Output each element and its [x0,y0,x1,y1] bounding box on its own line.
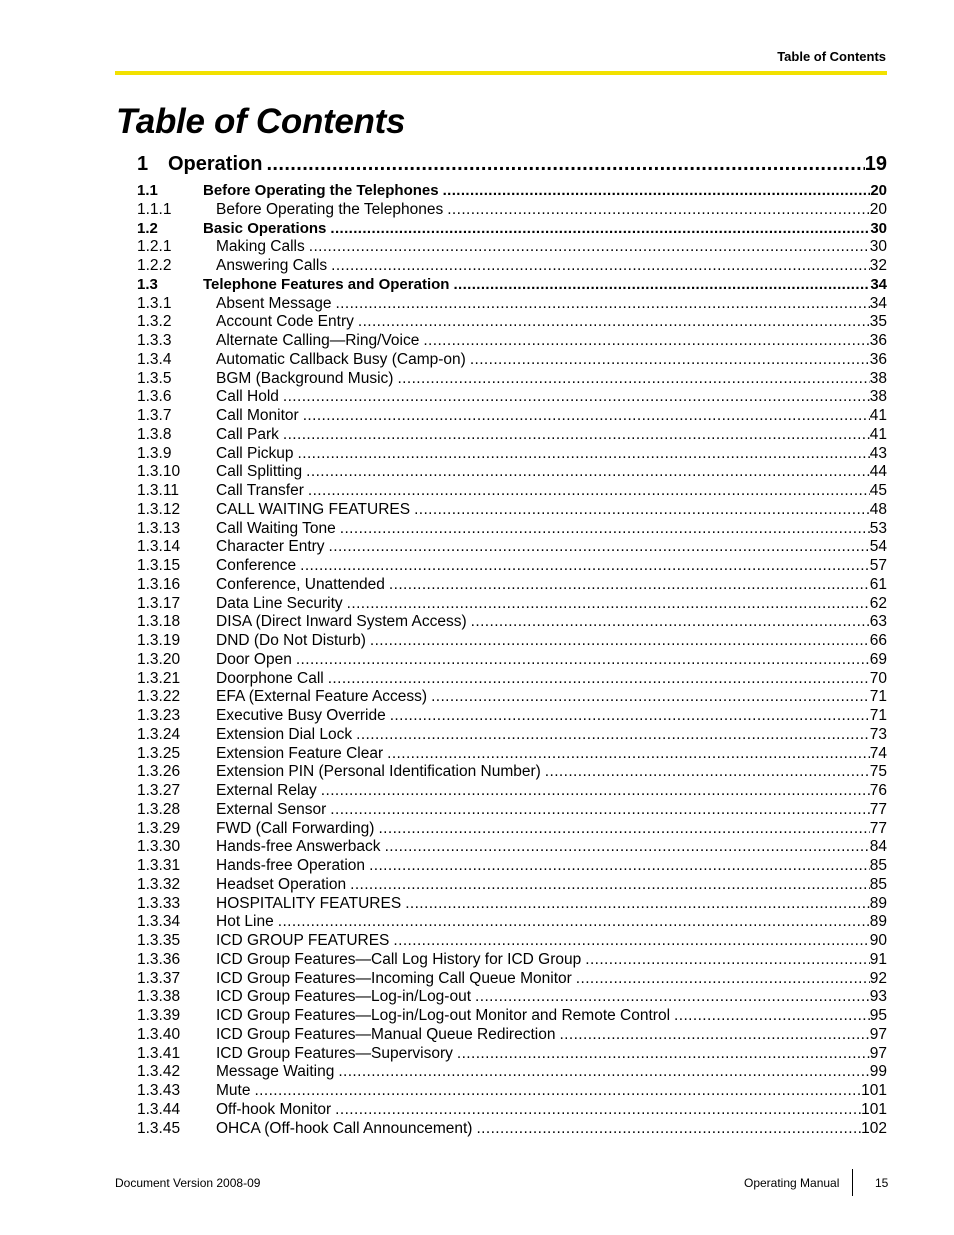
toc-entry-number: 1.3.3 [137,332,172,349]
dot-leader [327,257,870,276]
toc-entry-page: 34 [870,275,887,293]
toc-entry-title: DISA (Direct Inward System Access) [216,613,467,631]
toc-entry-number: 1.3.45 [137,1119,181,1137]
toc-entry-page: 99 [869,1063,887,1081]
toc-entry-page: 19 [864,153,887,175]
toc-entry-page: 69 [869,650,887,668]
toc-entry-title: Telephone Features and Operation [203,275,450,293]
toc-entry-number: 1.3.17 [137,594,181,612]
toc-entry-number: 1.1.1 [137,200,172,218]
dot-leader [326,220,870,239]
toc-entry-number: 1.3.28 [137,800,181,818]
dot-leader [389,932,869,951]
dot-leader [466,351,870,370]
toc-entry-number: 1.3.7 [137,407,172,424]
toc-entry-number: 1.3.10 [137,463,181,481]
page-title: Table of Contents [116,102,406,141]
toc-entry-number: 1.2.1 [137,238,172,256]
toc-entry-page: 90 [869,932,887,949]
toc-entry-title: OHCA (Off-hook Call Announcement) [216,1119,473,1137]
toc-entry-number: 1.3.32 [137,875,181,893]
toc-entry-page: 77 [869,819,887,837]
toc-entry-number: 1.3.39 [137,1007,181,1024]
toc-entry-page: 74 [869,744,887,762]
toc-entry-page: 93 [869,988,887,1006]
toc-entry-number: 1.3.36 [137,950,181,968]
toc-entry[interactable] [137,1026,887,1045]
toc-entry-page: 95 [869,1007,887,1024]
dot-leader [279,426,870,445]
toc-entry-page: 20 [870,182,887,199]
toc-entry-title: Call Waiting Tone [216,519,336,537]
toc-entry[interactable] [137,820,887,839]
toc-entry-page: 77 [869,800,887,818]
dot-leader [343,595,870,614]
dot-leader [274,913,870,932]
toc-entry[interactable] [137,932,887,951]
toc-entry-page: 34 [869,294,887,312]
dot-leader [366,632,870,651]
toc-entry-page: 30 [870,219,887,237]
toc-entry-title: Before Operating the Telephones [216,200,444,218]
toc-entry[interactable] [137,257,887,276]
toc-entry-page: 20 [869,200,887,218]
toc-entry-title: Extension PIN (Personal Identification Number) [216,763,541,781]
toc-entry-page: 91 [869,950,887,968]
toc-entry-title: Call Park [216,425,279,443]
toc-entry-title: Hands-free Operation [216,857,366,874]
toc-entry[interactable] [137,295,887,314]
toc-entry[interactable] [137,1101,887,1120]
dot-leader [581,951,870,970]
toc-entry[interactable] [137,388,887,407]
dot-leader [449,276,870,295]
toc-entry[interactable] [137,332,887,351]
toc-entry-title: EFA (External Feature Access) [216,688,428,706]
toc-entry[interactable] [137,482,887,501]
dot-leader [386,707,870,726]
toc-entry-page: 89 [869,894,887,912]
toc-entry-title: Hands-free Answerback [216,838,381,856]
dot-leader [296,557,870,576]
toc-entry-number: 1.3.44 [137,1100,181,1118]
toc-entry-number: 1.3.19 [137,632,181,649]
toc-entry-page: 89 [869,913,887,931]
toc-entry[interactable] [137,238,887,257]
toc-entry-page: 41 [869,425,887,443]
dot-leader [299,407,870,426]
dot-leader [410,501,870,520]
toc-entry-number: 1.3.29 [137,819,181,837]
toc-entry-number: 1.3.4 [137,350,172,368]
dot-leader [385,576,870,595]
toc-entry-number: 1 [137,153,149,175]
toc-entry-number: 1.3.15 [137,557,181,574]
toc-entry[interactable] [137,707,887,726]
toc-entry[interactable] [137,426,887,445]
toc-entry-title: Call Monitor [216,407,299,424]
toc-entry[interactable] [137,801,887,820]
toc-entry-number: 1.3 [137,275,158,293]
toc-entry[interactable] [137,726,887,745]
toc-entry-page: 61 [869,575,887,593]
toc-entry-number: 1.2 [137,219,158,237]
toc-entry-number: 1.3.5 [137,369,172,387]
toc-entry[interactable] [137,201,887,220]
dot-leader [331,1101,861,1120]
toc-entry-number: 1.3.40 [137,1025,181,1043]
toc-entry-number: 1.3.21 [137,669,181,687]
toc-entry-title: ICD Group Features—Manual Queue Redirection [216,1025,556,1043]
toc-entry-title: External Sensor [216,800,327,818]
footer-divider [852,1169,853,1196]
toc-entry[interactable] [137,670,887,689]
toc-entry-number: 1.3.43 [137,1082,181,1099]
toc-entry-title: Call Transfer [216,482,304,499]
toc-entry[interactable] [137,501,887,520]
toc-entry-number: 1.1 [137,182,158,199]
page-number: 15 [875,1176,889,1190]
toc-entry-title: ICD Group Features—Supervisory [216,1044,453,1062]
toc-entry-number: 1.3.30 [137,838,181,856]
toc-entry-title: Message Waiting [216,1063,335,1081]
toc-entry-page: 35 [869,313,887,331]
toc-entry-title: Absent Message [216,294,332,312]
toc-entry-title: Extension Feature Clear [216,744,384,762]
dot-leader [427,688,870,707]
toc-entry-title: CALL WAITING FEATURES [216,500,411,518]
toc-entry-page: 53 [869,519,887,537]
dot-leader [393,370,869,389]
toc-entry-number: 1.3.1 [137,294,172,312]
dot-leader [383,745,870,764]
toc-entry-page: 36 [869,350,887,368]
dot-leader [292,651,870,670]
toc-entry-title: ICD Group Features—Call Log History for ICD Group [216,950,582,968]
toc-entry[interactable] [137,1045,887,1064]
toc-entry-page: 73 [869,725,887,743]
toc-entry-number: 1.3.20 [137,650,181,668]
dot-leader [381,838,870,857]
toc-entry-title: Character Entry [216,538,325,556]
dot-leader [439,182,871,201]
header-rule [115,71,887,75]
manual-name: Operating Manual [744,1176,840,1190]
toc-entry-title: Before Operating the Telephones [203,182,439,199]
toc-entry-title: DND (Do Not Disturb) [216,632,366,649]
toc-entry-number: 1.2.2 [137,257,172,274]
toc-entry-page: 45 [869,482,887,499]
toc-entry-number: 1.3.34 [137,913,181,931]
toc-entry-title: Operation [168,153,263,175]
dot-leader [336,520,870,539]
toc-entry-title: Call Pickup [216,444,294,462]
toc-entry-title: Off-hook Monitor [216,1100,332,1118]
toc-entry-number: 1.3.18 [137,613,181,631]
toc-entry-page: 92 [869,969,887,987]
toc-entry-title: Basic Operations [203,219,327,237]
toc-entry-title: ICD Group Features—Log-in/Log-out [216,988,472,1006]
toc-entry-number: 1.3.14 [137,538,181,556]
toc-entry[interactable] [137,857,887,876]
toc-entry-title: Alternate Calling—Ring/Voice [216,332,420,349]
dot-leader [250,1082,861,1101]
toc-entry-page: 48 [869,500,887,518]
toc-entry-number: 1.3.27 [137,782,181,799]
toc-entry-page: 84 [869,838,887,856]
toc-entry-title: Account Code Entry [216,313,354,331]
toc-entry-page: 66 [869,632,887,649]
toc-entry-page: 71 [869,688,887,706]
toc-entry-page: 32 [869,257,887,274]
dot-leader [472,1120,861,1139]
dot-leader [294,445,870,464]
toc-entry[interactable] [137,351,887,370]
dot-leader [317,782,870,801]
toc-entry-title: Executive Busy Override [216,707,386,724]
toc-entry-number: 1.3.23 [137,707,181,724]
dot-leader [326,801,869,820]
toc-entry[interactable] [137,276,887,295]
toc-entry-page: 75 [869,763,887,781]
toc-entry-number: 1.3.2 [137,313,172,331]
dot-leader [279,388,870,407]
toc-entry-title: FWD (Call Forwarding) [216,819,375,837]
toc-entry-page: 30 [869,238,887,256]
dot-leader [555,1026,869,1045]
toc-entry-title: Doorphone Call [216,669,324,687]
toc-entry-title: Headset Operation [216,875,347,893]
toc-entry[interactable] [137,838,887,857]
toc-entry[interactable] [137,613,887,632]
toc-entry-title: BGM (Background Music) [216,369,394,387]
toc-entry-number: 1.3.41 [137,1044,181,1062]
toc-entry[interactable] [137,688,887,707]
toc-entry[interactable] [137,632,887,651]
toc-entry-number: 1.3.33 [137,894,181,912]
toc-entry[interactable] [137,1007,887,1026]
toc-entry-page: 101 [861,1100,887,1118]
toc-entry-number: 1.3.37 [137,969,181,987]
dot-leader [443,201,870,220]
toc-entry-title: ICD GROUP FEATURES [216,932,390,949]
toc-entry-title: Conference, Unattended [216,575,385,593]
toc-entry[interactable] [137,895,887,914]
toc-entry-number: 1.3.31 [137,857,181,874]
toc-entry[interactable] [137,988,887,1007]
toc-entry-page: 38 [869,388,887,406]
toc-entry-number: 1.3.16 [137,575,181,593]
toc-entry-number: 1.3.25 [137,744,181,762]
toc-entry[interactable] [137,1063,887,1082]
dot-leader [365,857,870,876]
toc-entry-number: 1.3.13 [137,519,181,537]
toc-entry-page: 76 [869,782,887,799]
dot-leader [354,313,870,332]
toc-entry-page: 44 [869,463,887,481]
dot-leader [304,482,870,501]
dot-leader [262,150,864,178]
dot-leader [324,670,870,689]
dot-leader [467,613,870,632]
toc-entry-page: 41 [869,407,887,424]
toc-entry-title: Door Open [216,650,292,668]
toc-entry-title: Extension Dial Lock [216,725,353,743]
toc-entry-page: 71 [869,707,887,724]
toc-entry[interactable] [137,220,887,239]
toc-entry-page: 43 [869,444,887,462]
toc-entry-number: 1.3.26 [137,763,181,781]
toc-entry-page: 101 [861,1082,887,1099]
toc-entry[interactable] [137,557,887,576]
toc-entry-title: ICD Group Features—Incoming Call Queue Monitor [216,969,572,987]
dot-leader [541,763,870,782]
toc-entry-page: 97 [869,1044,887,1062]
dot-leader [352,726,870,745]
toc-entry[interactable] [137,520,887,539]
dot-leader [419,332,869,351]
running-head: Table of Contents [777,49,886,64]
toc-list [137,150,887,1138]
toc-entry-page: 85 [869,875,887,893]
toc-entry-title: Making Calls [216,238,305,256]
toc-entry-number: 1.3.11 [137,482,179,499]
toc-entry[interactable] [137,913,887,932]
toc-entry-page: 63 [869,613,887,631]
toc-entry-page: 97 [869,1025,887,1043]
dot-leader [670,1007,870,1026]
dot-leader [401,895,870,914]
toc-entry-page: 57 [869,557,887,574]
toc-entry[interactable] [137,745,887,764]
toc-entry-title: Answering Calls [216,257,328,274]
toc-entry-number: 1.3.38 [137,988,181,1006]
toc-entry-page: 85 [869,857,887,874]
dot-leader [572,970,870,989]
toc-entry[interactable] [137,182,887,201]
toc-entry-title: Hot Line [216,913,274,931]
toc-entry-title: ICD Group Features—Log-in/Log-out Monitor and Remote Control [216,1007,671,1024]
toc-entry-page: 36 [869,332,887,349]
toc-entry-number: 1.3.35 [137,932,181,949]
toc-entry[interactable] [137,1120,887,1139]
toc-entry[interactable] [137,150,887,178]
toc-entry[interactable] [137,463,887,482]
toc-entry-page: 102 [861,1119,887,1137]
toc-entry-number: 1.3.22 [137,688,181,706]
dot-leader [334,1063,869,1082]
dot-leader [374,820,869,839]
toc-entry-number: 1.3.8 [137,425,172,443]
toc-entry-page: 62 [869,594,887,612]
dot-leader [453,1045,870,1064]
toc-entry[interactable] [137,407,887,426]
toc-entry[interactable] [137,445,887,464]
toc-entry[interactable] [137,876,887,895]
toc-entry-title: Automatic Callback Busy (Camp-on) [216,350,466,368]
toc-entry[interactable] [137,595,887,614]
toc-entry-title: Mute [216,1082,251,1099]
document-version: Document Version 2008-09 [115,1176,261,1190]
toc-entry-title: Call Splitting [216,463,303,481]
toc-entry[interactable] [137,370,887,389]
toc-entry[interactable] [137,651,887,670]
toc-entry-title: Conference [216,557,297,574]
toc-entry-page: 70 [869,669,887,687]
dot-leader [325,538,870,557]
dot-leader [305,238,870,257]
toc-entry[interactable] [137,970,887,989]
toc-entry[interactable] [137,576,887,595]
toc-entry-number: 1.3.12 [137,500,181,518]
toc-entry[interactable] [137,763,887,782]
toc-entry-title: HOSPITALITY FEATURES [216,894,402,912]
toc-entry[interactable] [137,538,887,557]
toc-entry[interactable] [137,1082,887,1101]
toc-entry-number: 1.3.9 [137,444,172,462]
dot-leader [302,463,870,482]
toc-entry-page: 38 [869,369,887,387]
toc-entry-title: External Relay [216,782,317,799]
dot-leader [471,988,870,1007]
toc-entry-number: 1.3.6 [137,388,172,406]
dot-leader [346,876,870,895]
toc-entry-number: 1.3.24 [137,725,181,743]
toc-entry[interactable] [137,782,887,801]
toc-entry-page: 54 [869,538,887,556]
toc-entry-title: Call Hold [216,388,279,406]
dot-leader [331,295,869,314]
toc-entry[interactable] [137,951,887,970]
toc-entry-title: Data Line Security [216,594,343,612]
toc-entry-number: 1.3.42 [137,1063,181,1081]
toc-entry[interactable] [137,313,887,332]
